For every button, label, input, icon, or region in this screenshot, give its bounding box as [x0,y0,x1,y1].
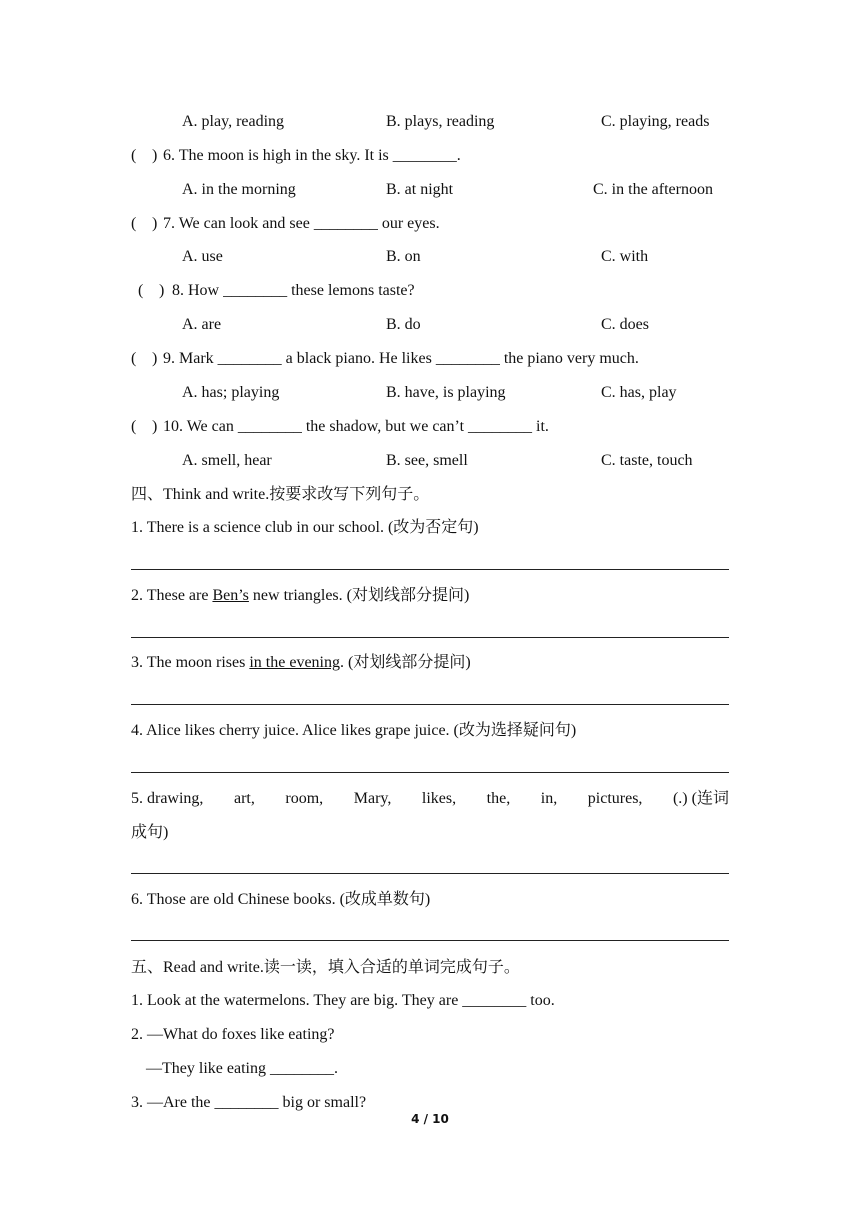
q8-answer-paren-close: ) [159,282,165,299]
q8-option-c: C. does [601,316,649,333]
q9-option-a: A. has; playing [182,384,280,401]
q9-option-c: C. has, play [601,384,677,401]
q10-question: 10. We can ________ the shadow, but we can’t ________ it. [163,418,549,435]
page-number: 4 / 10 [411,1112,449,1126]
scrambled-word: room, [285,790,324,807]
section4-heading: 四、Think and write.按要求改写下列句子。 [131,486,430,503]
rewrite-item-5 [131,789,729,809]
underlined-phrase: Ben’s [212,587,249,604]
scrambled-word: in, [540,790,558,807]
scrambled-word: Mary, [353,790,392,807]
q10-answer-paren: ( [131,418,137,435]
scrambled-word: likes, [421,790,457,807]
scrambled-word: 5. drawing, [131,790,204,807]
answer-line-2[interactable] [131,637,729,638]
fill-item-1: 1. Look at the watermelons. They are big. They are ________ too. [131,992,555,1009]
answer-line-4[interactable] [131,772,729,773]
fill-item-3: 3. —Are the ________ big or small? [131,1094,367,1111]
q7-option-c: C. with [601,248,649,265]
rewrite-item-6: 6. Those are old Chinese books. (改成单数句) [131,891,431,908]
q8-option-a: A. are [182,316,222,333]
rewrite-item-1: 1. There is a science club in our school. (改为否定句) [131,519,479,536]
rewrite-item-5-continued: 成句) [131,824,169,841]
q9-answer-paren-close: ) [152,350,158,367]
rewrite-item-4: 4. Alice likes cherry juice. Alice likes grape juice. (改为选择疑问句) [131,722,577,739]
q8-question: 8. How ________ these lemons taste? [172,282,415,299]
q6-answer-paren-close: ) [152,147,158,164]
q7-option-a: A. use [182,248,223,265]
answer-line-1[interactable] [131,569,729,570]
q8-option-b: B. do [386,316,421,333]
q6-option-b: B. at night [386,181,454,198]
answer-line-6[interactable] [131,940,729,941]
q10-option-b: B. see, smell [386,452,468,469]
q5-option-a: A. play, reading [182,113,285,130]
fill-item-2-question: 2. —What do foxes like eating? [131,1026,335,1043]
q9-answer-paren: ( [131,350,137,367]
q7-answer-paren-close: ) [152,215,158,232]
scrambled-word: (.) (连词 [672,790,729,807]
underlined-phrase: in the evening [249,654,340,671]
q8-answer-paren: ( [138,282,144,299]
q6-question: 6. The moon is high in the sky. It is ________. [163,147,461,164]
section5-heading: 五、Read and write.读一读，填入合适的单词完成句子。 [131,959,520,976]
scrambled-word: the, [486,790,511,807]
q7-answer-paren: ( [131,215,137,232]
q7-question: 7. We can look and see ________ our eyes. [163,215,440,232]
q5-option-c: C. playing, reads [601,113,710,130]
q9-option-b: B. have, is playing [386,384,506,401]
q6-answer-paren: ( [131,147,137,164]
fill-item-2-answer: —They like eating ________. [146,1060,338,1077]
rewrite-item-3: 3. The moon rises in the evening. (对划线部分提问) [131,654,471,671]
q10-answer-paren-close: ) [152,418,158,435]
q10-option-a: A. smell, hear [182,452,272,469]
q6-option-c: C. in the afternoon [593,181,713,198]
q9-question: 9. Mark ________ a black piano. He likes ________ the piano very much. [163,350,639,367]
scrambled-word: pictures, [587,790,643,807]
q7-option-b: B. on [386,248,421,265]
scrambled-word: art, [233,790,255,807]
q10-option-c: C. taste, touch [601,452,693,469]
rewrite-item-2: 2. These are Ben’s new triangles. (对划线部分提问) [131,587,470,604]
answer-line-3[interactable] [131,704,729,705]
q5-option-b: B. plays, reading [386,113,495,130]
q6-option-a: A. in the morning [182,181,296,198]
answer-line-5[interactable] [131,873,729,874]
